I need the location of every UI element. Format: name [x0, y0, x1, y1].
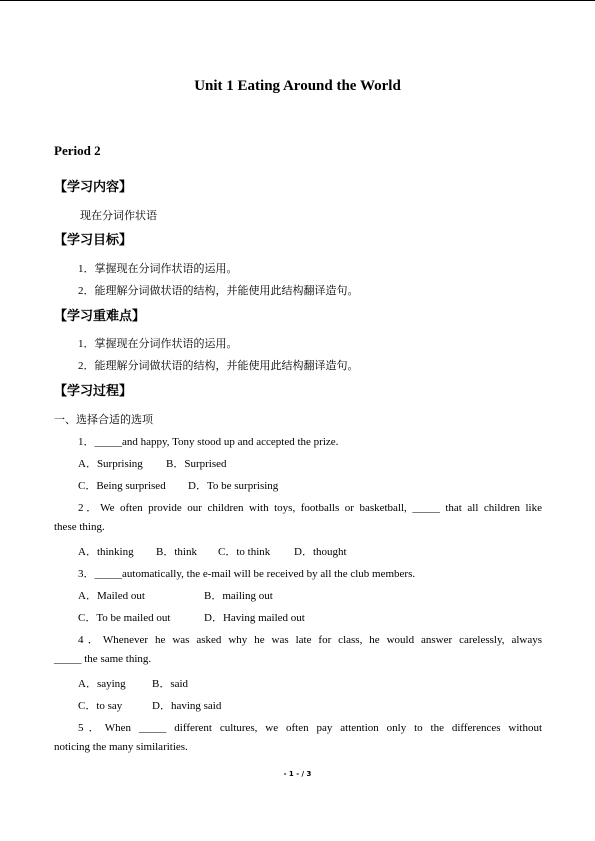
page-number: - 1 - / 3 [283, 770, 312, 778]
question-2-line-1: 2．We often provide our children with toys, footballs or basketball, _____ that all children like [78, 502, 542, 514]
option-a: A．saying [78, 678, 126, 690]
question-3: 3．_____automatically, the e-mail will be received by all the club members. [78, 568, 416, 580]
key-point-2: 2．能理解分词做状语的结构，并能使用此结构翻译造句。 [78, 360, 359, 372]
content-heading: 【学习内容】 [54, 180, 133, 195]
question-1-options-ab [78, 455, 227, 471]
question-2-options [78, 543, 347, 559]
question-1: 1．_____and happy, Tony stood up and accepted the prize. [78, 436, 339, 448]
option-b: B．said [152, 678, 189, 690]
option-b: B．Surprised [166, 458, 227, 470]
option-d: D．thought [294, 546, 347, 558]
question-3-options-ab [78, 587, 273, 603]
content-text: 现在分词作状语 [80, 210, 157, 222]
option-a: A．thinking [78, 546, 134, 558]
question-4-options-cd [78, 697, 221, 713]
option-b: B．mailing out [204, 590, 273, 602]
option-c: C．Being surprised [78, 480, 166, 492]
goal-item-1: 1．掌握现在分词作状语的运用。 [78, 263, 238, 275]
option-b: B．think [156, 546, 197, 558]
option-a: A．Surprising [78, 458, 143, 470]
period-label: Period 2 [54, 143, 101, 158]
document-title: Unit 1 Eating Around the World [194, 78, 401, 94]
question-3-options-cd [78, 609, 305, 625]
goals-heading: 【学习目标】 [54, 233, 133, 248]
question-4-line-2: _____ the same thing. [54, 653, 152, 665]
option-c: C．To be mailed out [78, 612, 171, 624]
question-5-line-1: 5．When _____ different cultures, we often pay attention only to the differences without [78, 722, 542, 734]
process-heading: 【学习过程】 [54, 384, 133, 399]
question-5-line-2: noticing the many similarities. [54, 741, 188, 753]
option-d: D．having said [152, 700, 222, 712]
exercise-instruction: 一、选择合适的选项 [54, 414, 153, 426]
key-points-heading: 【学习重难点】 [54, 309, 146, 324]
option-c: C．to think [218, 546, 271, 558]
question-4-options-ab [78, 675, 188, 691]
option-c: C．to say [78, 700, 123, 712]
key-point-1: 1．掌握现在分词作状语的运用。 [78, 338, 238, 350]
option-d: D．Having mailed out [204, 612, 305, 624]
option-a: A．Mailed out [78, 590, 145, 602]
goal-item-2: 2．能理解分词做状语的结构，并能使用此结构翻译造句。 [78, 285, 359, 297]
question-4-line-1: 4．Whenever he was asked why he was late for class, he would answer carelessly, always [78, 634, 542, 646]
question-1-options-cd [78, 477, 278, 493]
question-2-line-2: these thing. [54, 521, 105, 533]
option-d: D．To be surprising [188, 480, 279, 492]
